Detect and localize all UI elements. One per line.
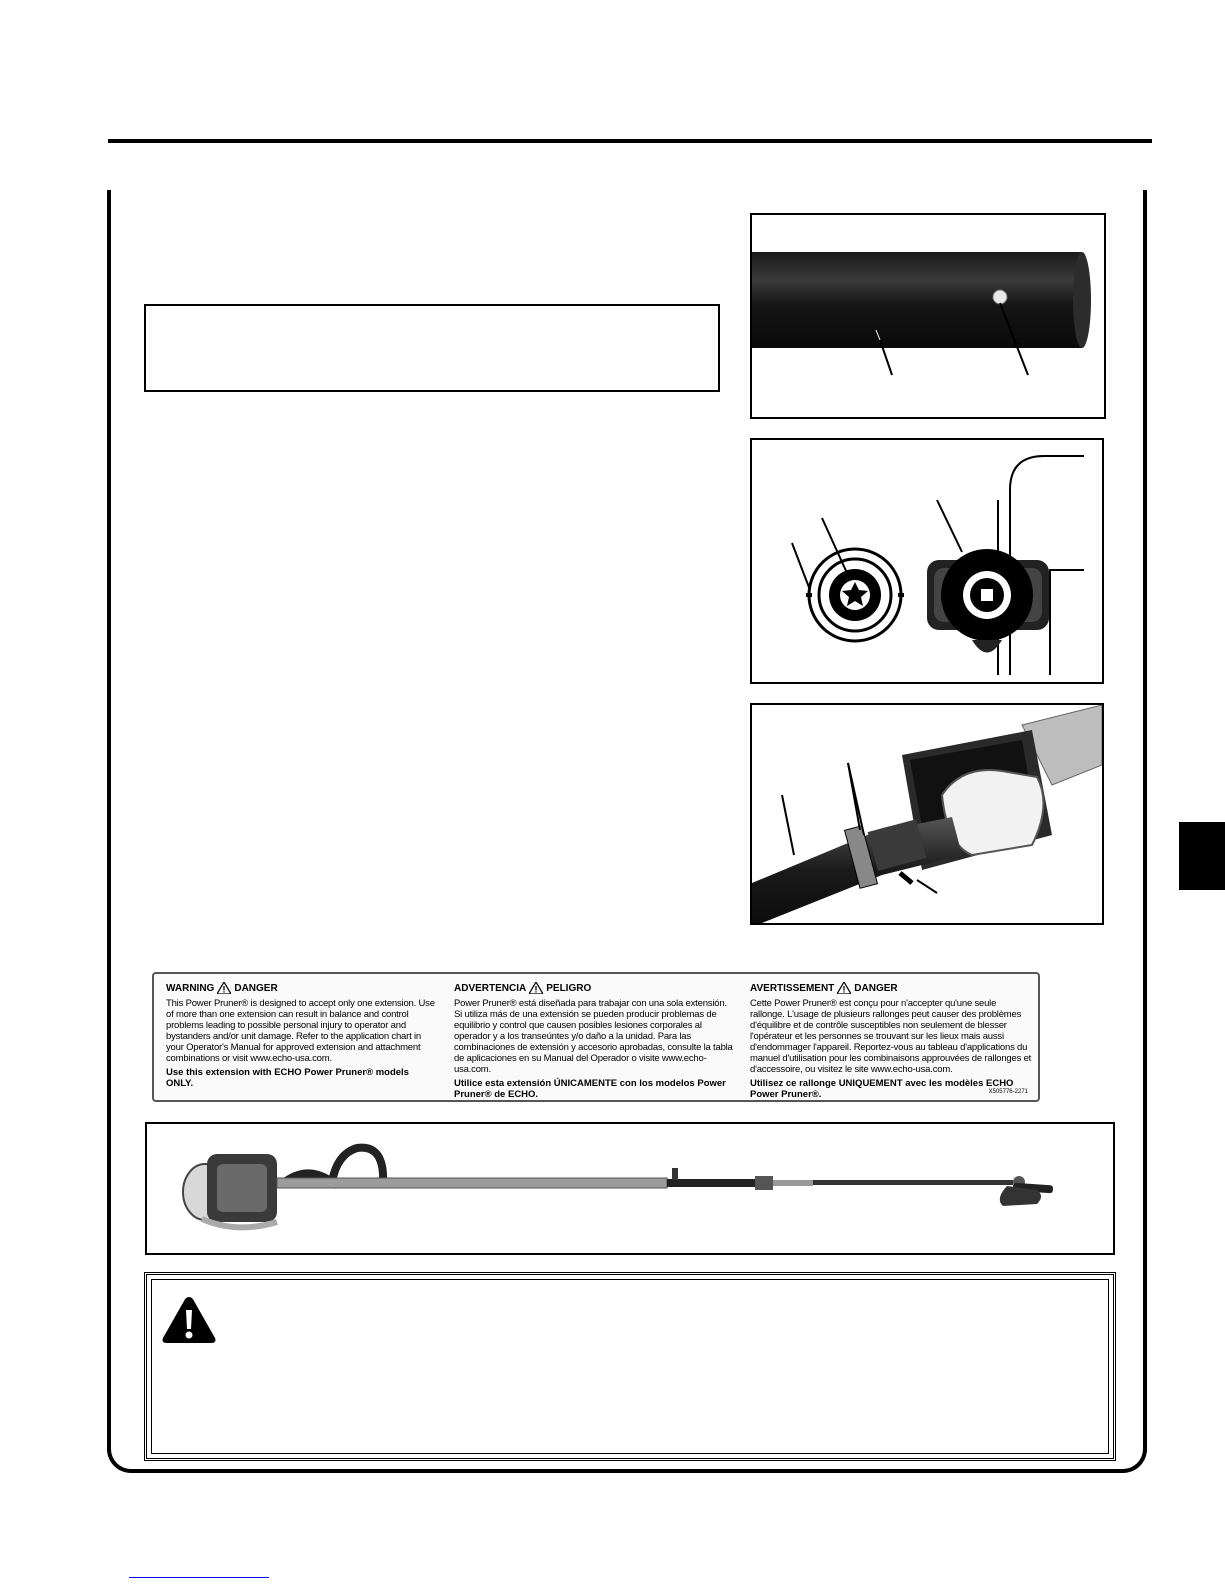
decal-footer-text: Use this extension with ECHO Power Pruner® models ONLY. [166,1067,409,1089]
decal-body-text: This Power Pruner® is designed to accept only one extension. Use of more than one extension can result in balance and control problems leading to possible personal injury to operator and bystanders and/or unit damage. Refer to the application chart in your Operator's Manual for approved extension and attachment combinations or visit www.echo-usa.com. [166,998,435,1064]
decal-footer-text: Utilisez ce rallonge UNIQUEMENT avec les modèles ECHO Power Pruner®. [750,1078,1014,1100]
joint-illustration [752,705,1102,923]
decal-body-text: Cette Power Pruner® est conçu pour n'accepter qu'une seule rallonge. L'usage de plusieurs rallonges peut causer des problèmes d'équilibre et de contrôle susceptibles non seulement de blesser l'opérateur et les personnes se trouvant sur les lieux mais aussi d'endommager l'appareil. Reportez-vous au tableau d'applications du manuel d'utilisation pour les combinaisons approuvées de rallonges et d'accessoire, ou visitez le site www.echo-usa.com. [750,998,1032,1075]
decal-heading-right: DANGER [854,982,898,994]
decal-body-text: Power Pruner® está diseñada para trabajar con una sola extensión. Si utiliza más de una extensión se pueden producir problemas de equilibrio y control que causen posibles lesiones corporales al operador y a los transeúntes y/o daño a la unidad. Para las combinaciones de extensión y accesorio aprobadas, consulte la tabla de aplicaciones en su Manual del Operador o visite www.echo-usa.com. [454,998,733,1075]
shaft-pin-illustration [752,215,1104,417]
decal-heading-left: AVERTISSEMENT [750,982,835,994]
warning-box [144,1272,1116,1461]
safety-decal [152,972,1040,1102]
decal-column-french [750,982,1032,1100]
decal-heading-right: PELIGRO [546,982,592,994]
figure-power-pruner [145,1122,1115,1255]
decal-heading-left: WARNING [166,982,215,994]
decal-footer-text: Utilice esta extensión ÚNICAMENTE con los modelos Power Pruner® de ECHO. [454,1078,726,1100]
decal-column-spanish [454,982,736,1100]
warning-triangle-icon [529,982,543,994]
decal-column-english [166,982,436,1089]
figure-joint-assembly [750,703,1104,925]
header-rule [108,139,1152,143]
safety-alert-icon [161,1295,217,1345]
bottom-link-underline[interactable] [129,1577,269,1578]
decal-heading-right: DANGER [234,982,278,994]
warning-box-inner [151,1279,1109,1454]
coupling-illustration [752,440,1102,682]
decal-heading-left: ADVERTENCIA [454,982,527,994]
figure-coupling-ends [750,438,1104,684]
power-pruner-illustration [147,1124,1113,1253]
warning-triangle-icon [217,982,231,994]
decal-part-number: X505776-2271 [988,1089,1028,1095]
note-box [144,304,720,392]
warning-triangle-icon [837,982,851,994]
figure-shaft-pin [750,213,1106,419]
section-tab [1179,822,1225,890]
